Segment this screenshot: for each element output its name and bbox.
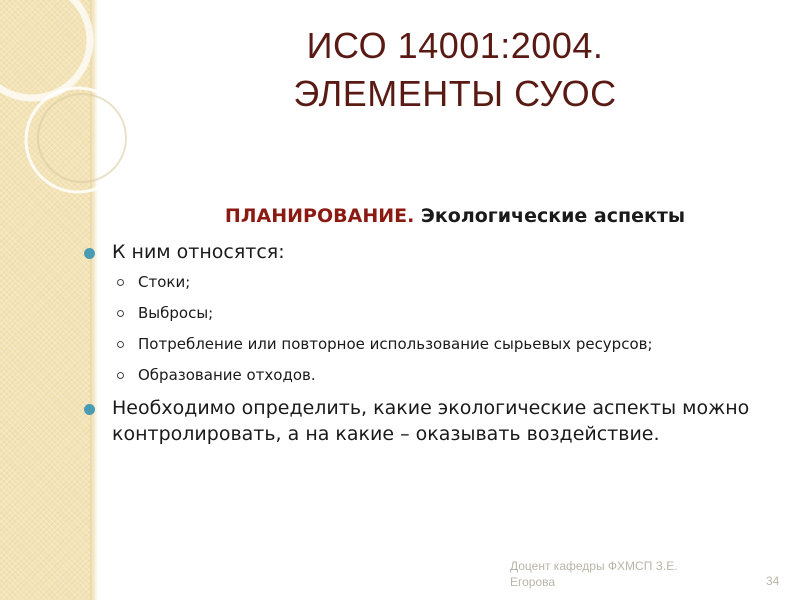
sub-bullet-text: Потребление или повторное использование сырьевых ресурсов; bbox=[138, 335, 653, 353]
slide-title bbox=[200, 22, 710, 118]
heading-text: Экологические аспекты bbox=[414, 205, 686, 227]
slide-content bbox=[80, 205, 770, 453]
bullet-dot-icon bbox=[84, 248, 95, 259]
heading-accent: ПЛАНИРОВАНИЕ. bbox=[224, 205, 415, 227]
title-line-1: ИСО 14001:2004. bbox=[306, 25, 604, 66]
page-number: 34 bbox=[766, 574, 780, 588]
bullet-text: Необходимо определить, какие экологические аспекты можно контролировать, а на какие – оказывать воздействие. bbox=[112, 397, 750, 445]
sub-bullet-text: Стоки; bbox=[138, 273, 191, 291]
sub-bullet-item bbox=[80, 271, 770, 293]
title-line-2: ЭЛЕМЕНТЫ СУОС bbox=[293, 73, 617, 114]
section-heading bbox=[140, 205, 770, 227]
footer-author: Доцент кафедры ФХМСП З.Е. Егорова bbox=[510, 559, 678, 589]
sub-bullet-text: Образование отходов. bbox=[138, 366, 316, 384]
sub-bullet-item bbox=[80, 302, 770, 324]
sub-bullet-ring-icon bbox=[117, 372, 124, 379]
sub-bullet-ring-icon bbox=[117, 279, 124, 286]
sub-bullet-item bbox=[80, 364, 770, 386]
sub-bullet-ring-icon bbox=[117, 310, 124, 317]
bullet-text: К ним относятся: bbox=[112, 241, 285, 263]
sub-bullet-ring-icon bbox=[117, 341, 124, 348]
sub-bullet-text: Выбросы; bbox=[138, 304, 214, 322]
bullet-item bbox=[80, 395, 770, 447]
sub-bullet-item bbox=[80, 333, 770, 355]
bullet-item bbox=[80, 239, 770, 265]
bullet-dot-icon bbox=[84, 404, 95, 415]
sub-bullet-list bbox=[80, 271, 770, 386]
